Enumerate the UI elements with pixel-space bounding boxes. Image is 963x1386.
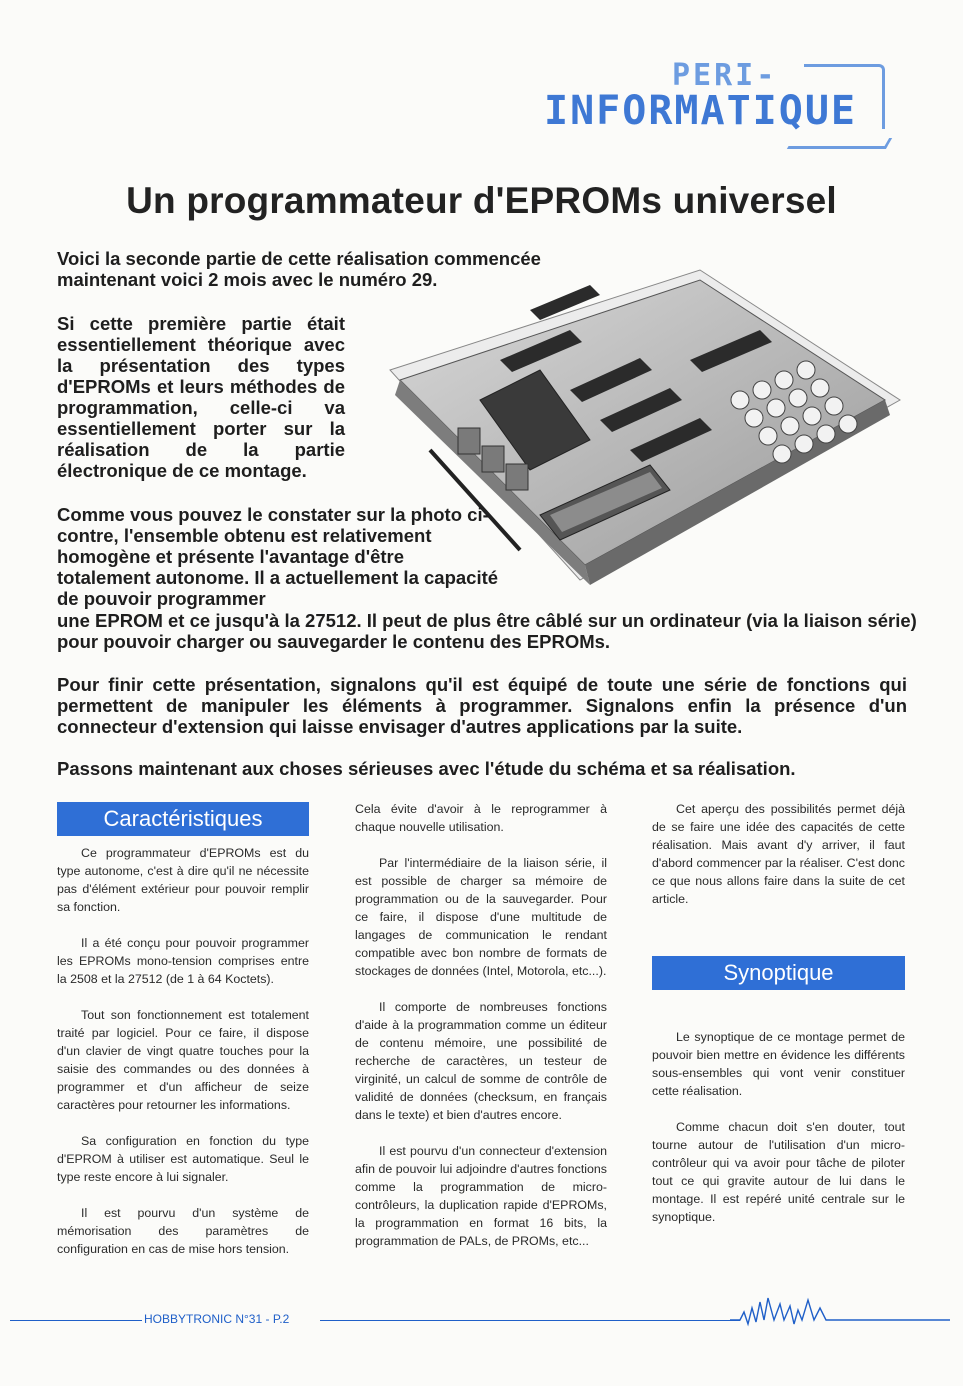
logo-line-2: INFORMATIQUE — [544, 88, 857, 134]
footer-rule-left — [10, 1320, 142, 1321]
intro-text-5: Passons maintenant aux choses sérieuses avec l'étude du schéma et sa réalisation. — [57, 758, 796, 779]
intro-text-2: Si cette première partie était essentiellement théorique avec la présentation des types d'EPROMs et leurs méthodes de programmation, celle-ci va essentiellement porter sur la réalisation de la partie électronique de ce montage. — [57, 313, 345, 481]
col1-paragraph: Sa configuration en fonction du type d'EPROM à utiliser est automatique. Seul le type reste encore à lui signaler. — [57, 1134, 309, 1184]
col1-paragraph: Ce programmateur d'EPROMs est du type autonome, c'est à dire qu'il ne nécessite pas d'élément extérieur pour pouvoir remplir sa fonction. — [57, 846, 309, 914]
footer-rule-right — [320, 1320, 740, 1321]
footer-page-label: HOBBYTRONIC N°31 - P.2 — [144, 1312, 290, 1326]
col1-paragraph: Tout son fonctionnement est totalement traité par logiciel. Pour ce faire, il dispose d'un clavier de vingt quatre touches pour la saisie des commandes ou des données à programmer et d'un afficheur de seize caractères pour retourner les informations. — [57, 1008, 309, 1112]
col3-paragraph: Comme chacun doit s'en douter, tout tourne autour de l'utilisation d'un micro-contrôleur qui va avoir pour tâche de piloter tout ce qui gravite autour de lui dans le montage. Il est repéré unité centrale sur le synoptique. — [652, 1120, 905, 1224]
col2-paragraph: Cela évite d'avoir à le reprogrammer à chaque nouvelle utilisation. — [355, 802, 607, 834]
intro-text-3a: Comme vous pouvez le constater sur la photo ci-contre, l'ensemble obtenu est relativement homogène et présente l'avantage d'être totalement autonome. Il a actuellement la capacité de pouvoir programmer — [57, 504, 499, 609]
intro-paragraph-3b — [57, 610, 917, 652]
intro-paragraph-3a — [57, 504, 502, 609]
col3-paragraph: Cet aperçu des possibilités permet déjà de se faire une idée des capacités de cette réalisation. Mais avant d'y arriver, il faut d'abord commencer par la réaliser. C'est donc ce que nous allons faire dans la suite de cet article. — [652, 802, 905, 906]
intro-paragraph-5 — [57, 758, 917, 779]
intro-text-4: Pour finir cette présentation, signalons qu'il est équipé de toute une série de fonctions qui permettent de manipuler les éléments à programmer. Signalons enfin la présence d'un connecteur d'extension qui laisse envisager d'autres applications par la suite. — [57, 674, 907, 737]
col2-paragraph: Il comporte de nombreuses fonctions d'aide à la programmation comme un éditeur de contenu mémoire, une possibilité de recherche de caractères, un testeur de virginité, un calcul de somme de contrôle de validité de données (checksum, en français dans le texte) et bien d'autres encore. — [355, 1000, 607, 1122]
col1-paragraph: Il a été conçu pour pouvoir programmer les EPROMs mono-tension comprises entre la 2508 et la 27512 (de 1 à 64 Koctets). — [57, 936, 309, 986]
intro-text-1: Voici la seconde partie de cette réalisation commencée maintenant voici 2 mois avec le numéro 29. — [57, 248, 541, 290]
intro-text-3b: une EPROM et ce jusqu'à la 27512. Il peut de plus être câblé sur un ordinateur (via la liaison série) pour pouvoir charger ou sauvegarder le contenu des EPROMs. — [57, 610, 917, 652]
column-2 — [355, 800, 607, 1268]
column-1 — [57, 802, 309, 1276]
section-heading-caracteristiques: Caractéristiques — [57, 802, 309, 836]
page-title: Un programmateur d'EPROMs universel — [126, 180, 837, 221]
peri-informatique-logo — [540, 58, 890, 153]
col3-paragraph: Le synoptique de ce montage permet de pouvoir bien mettre en évidence les différents sous-ensembles qui vont venir constituer cette réalisation. — [652, 1030, 905, 1098]
intro-paragraph-1 — [57, 248, 592, 290]
section-heading-synoptique: Synoptique — [652, 956, 905, 990]
col2-paragraph: Par l'intermédiaire de la liaison série, il est possible de charger sa mémoire de programmation ou de la sauvegarder. Pour ce faire, il dispose d'une multitude de langages de communication le rendant compatible avec bon nombre de formats de stockages de données (Intel, Motorola, etc...). — [355, 856, 607, 978]
column-3 — [652, 800, 905, 1244]
col1-paragraph: Il est pourvu d'un système de mémorisation des paramètres de configuration en cas de mise hors tension. — [57, 1206, 309, 1256]
logo-line-1: PERI- — [672, 58, 778, 93]
keyboard-icon — [787, 138, 892, 149]
intro-paragraph-2 — [57, 313, 345, 481]
signal-wave-icon — [730, 1290, 950, 1330]
col2-paragraph: Il est pourvu d'un connecteur d'extension afin de pouvoir lui adjoindre d'autres fonctions comme la programmation de micro-contrôleurs, la duplication rapide d'EPROMs, la programmation en format 16 bits, la programmation de PALs, de PROMs, etc... — [355, 1144, 607, 1248]
intro-paragraph-4 — [57, 674, 907, 737]
